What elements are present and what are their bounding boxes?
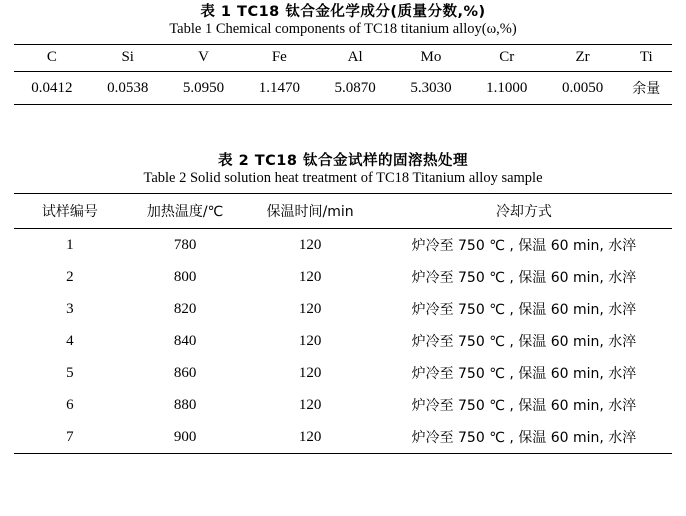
table-2-col-cooling-method: 冷却方式 bbox=[376, 194, 672, 229]
table-1-value-ti: 余量 bbox=[621, 72, 673, 105]
table-row bbox=[14, 389, 672, 421]
table-1-col-fe: Fe bbox=[241, 45, 317, 72]
table-2-caption-english: Table 2 Solid solution heat treatment of TC18 Titanium alloy sample bbox=[143, 170, 543, 186]
table-1-col-mo: Mo bbox=[393, 45, 469, 72]
table-1-value-mo: 5.3030 bbox=[393, 72, 469, 105]
table-2-cell-cooling-method: 炉冷至 750 ℃ , 保温 60 min, 水淬 bbox=[411, 270, 637, 286]
table-1-value-fe: 1.1470 bbox=[241, 72, 317, 105]
table-row bbox=[14, 261, 672, 293]
table-2-cell-cooling-method: 炉冷至 750 ℃ , 保温 60 min, 水淬 bbox=[411, 398, 637, 414]
table-2-cell-holding-time: 120 bbox=[298, 364, 322, 381]
table-1-col-cr: Cr bbox=[469, 45, 545, 72]
table-1-value-al: 5.0870 bbox=[317, 72, 393, 105]
table-2-cell-cooling-method: 炉冷至 750 ℃ , 保温 60 min, 水淬 bbox=[411, 302, 637, 318]
table-1-value-row bbox=[14, 72, 672, 105]
table-2-col-holding-time: 保温时间/min bbox=[244, 194, 376, 229]
table-1-value-c: 0.0412 bbox=[14, 72, 90, 105]
table-1 bbox=[14, 44, 672, 105]
table-2-cell-sample-no: 6 bbox=[66, 396, 74, 413]
table-2-cell-cooling-method: 炉冷至 750 ℃ , 保温 60 min, 水淬 bbox=[411, 334, 637, 350]
table-2-cell-holding-time: 120 bbox=[298, 332, 322, 349]
table-2-cell-sample-no: 4 bbox=[66, 332, 74, 349]
table-2-cell-heating-temp: 880 bbox=[173, 396, 197, 413]
table-row bbox=[14, 325, 672, 357]
table-1-value-v: 5.0950 bbox=[166, 72, 242, 105]
table-1-col-zr: Zr bbox=[545, 45, 621, 72]
table-1-value-cr: 1.1000 bbox=[469, 72, 545, 105]
table-1-col-si: Si bbox=[90, 45, 166, 72]
table-2-cell-holding-time: 120 bbox=[244, 421, 376, 454]
table-2-cell-heating-temp: 860 bbox=[173, 364, 197, 381]
table-2-cell-holding-time: 120 bbox=[298, 396, 322, 413]
table-2 bbox=[14, 193, 672, 454]
table-row bbox=[14, 421, 672, 454]
table-1-header-row bbox=[14, 45, 672, 72]
table-2-cell-holding-time: 120 bbox=[298, 300, 322, 317]
table-2-col-heating-temp: 加热温度/℃ bbox=[126, 194, 244, 229]
table-2-cell-holding-time: 120 bbox=[298, 268, 322, 285]
table-2-cell-heating-temp: 800 bbox=[173, 268, 197, 285]
table-2-cell-cooling-method: 炉冷至 750 ℃ , 保温 60 min, 水淬 bbox=[376, 421, 672, 454]
table-2-cell-sample-no: 7 bbox=[14, 421, 126, 454]
table-1-col-al: Al bbox=[317, 45, 393, 72]
table-2-cell-sample-no: 5 bbox=[66, 364, 74, 381]
table-2-cell-sample-no: 1 bbox=[66, 236, 74, 253]
section-spacer bbox=[14, 105, 672, 149]
table-1-block bbox=[14, 0, 672, 105]
table-2-cell-heating-temp: 900 bbox=[126, 421, 244, 454]
table-1-caption-chinese: 表 1 TC18 钛合金化学成分(质量分数,%) bbox=[200, 4, 486, 20]
table-1-col-v: V bbox=[166, 45, 242, 72]
table-1-col-c: C bbox=[14, 45, 90, 72]
table-1-value-zr: 0.0050 bbox=[545, 72, 621, 105]
table-2-cell-heating-temp: 840 bbox=[173, 332, 197, 349]
table-1-caption-english: Table 1 Chemical components of TC18 titanium alloy(ω,%) bbox=[169, 21, 517, 37]
table-2-caption-chinese: 表 2 TC18 钛合金试样的固溶热处理 bbox=[218, 153, 468, 169]
table-2-cell-cooling-method: 炉冷至 750 ℃ , 保温 60 min, 水淬 bbox=[411, 366, 637, 382]
table-2-cell-sample-no: 2 bbox=[66, 268, 74, 285]
table-2-cell-heating-temp: 820 bbox=[173, 300, 197, 317]
table-2-header-row bbox=[14, 194, 672, 229]
table-2-cell-cooling-method: 炉冷至 750 ℃ , 保温 60 min, 水淬 bbox=[411, 238, 637, 254]
table-row bbox=[14, 229, 672, 262]
table-2-col-sample-no: 试样编号 bbox=[14, 194, 126, 229]
table-row bbox=[14, 293, 672, 325]
table-1-value-si: 0.0538 bbox=[90, 72, 166, 105]
table-2-cell-sample-no: 3 bbox=[66, 300, 74, 317]
table-1-col-ti: Ti bbox=[621, 45, 673, 72]
table-2-block bbox=[14, 149, 672, 454]
table-row bbox=[14, 357, 672, 389]
table-2-cell-heating-temp: 780 bbox=[173, 236, 197, 253]
table-2-cell-holding-time: 120 bbox=[298, 236, 322, 253]
